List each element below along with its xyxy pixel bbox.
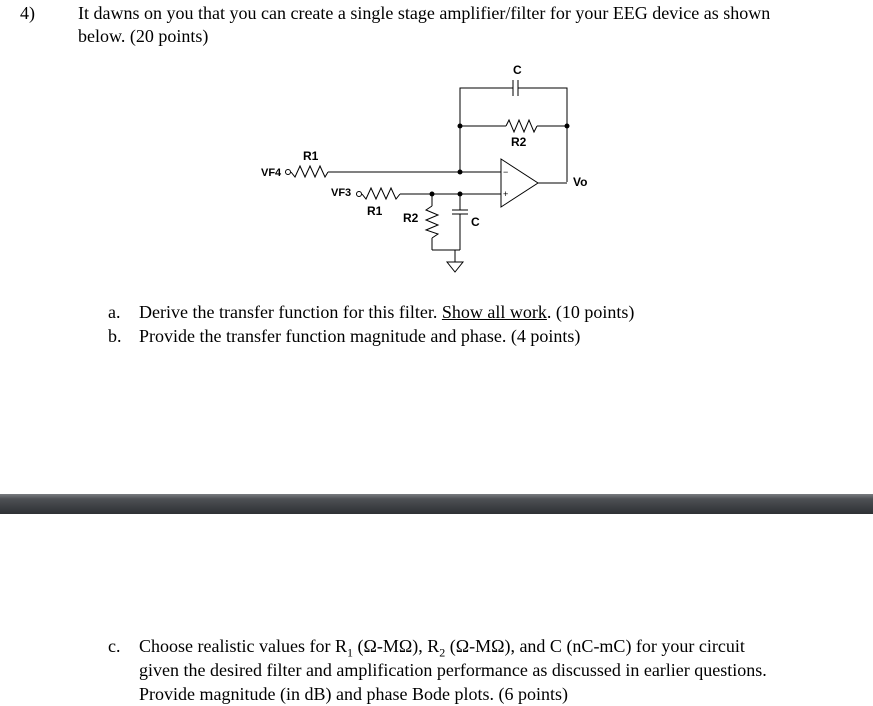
feedback-cap-right-wire — [518, 88, 567, 126]
junction-dot — [458, 170, 463, 175]
label-r2-top: R2 — [511, 135, 527, 149]
junction-dot — [565, 124, 570, 129]
vf3-terminal — [357, 192, 362, 197]
label-r1-bottom: R1 — [367, 204, 383, 218]
item-c-line1: Choose realistic values for $R_1$ (Ω-MΩ), $R_2$ (Ω-MΩ), and C (nC-mC) for your circuit — [139, 636, 745, 660]
question-number: 4) — [20, 3, 35, 23]
label-vf3: VF3 — [331, 187, 352, 199]
svg-text:+: + — [503, 189, 509, 199]
item-b-label: b. — [108, 326, 122, 346]
label-r2-bottom: R2 — [403, 211, 419, 225]
show-all-work-emphasis: Show all work — [441, 302, 547, 322]
label-c-top: C — [513, 63, 522, 77]
junction-dot — [430, 192, 435, 197]
page-divider — [0, 494, 873, 514]
label-r1-top: R1 — [303, 149, 319, 163]
junction-dot — [458, 124, 463, 129]
question-text-line2: below. (20 points) — [78, 26, 209, 46]
vf4-terminal — [286, 170, 291, 175]
item-a-text: Derive the transfer function for this filter. Show all work. (10 points) — [139, 302, 635, 322]
shunt-resistor-r2 — [426, 206, 438, 238]
item-b — [108, 324, 828, 348]
circuit-diagram — [0, 0, 873, 300]
item-a-label: a. — [108, 302, 121, 322]
feedback-resistor-r2 — [506, 120, 537, 132]
label-vo: Vo — [573, 175, 588, 189]
junction-dot — [458, 192, 463, 197]
item-c — [108, 634, 848, 706]
item-a — [108, 300, 828, 324]
input-resistor-r1-top — [291, 166, 328, 177]
question-text-line1: It dawns on you that you can create a single stage amplifier/filter for your EEG device as shown — [78, 3, 771, 23]
ground-symbol — [447, 262, 463, 272]
item-c-text — [139, 634, 844, 706]
item-c-line3: Provide magnitude (in dB) and phase Bode plots. (6 points) — [139, 684, 568, 704]
label-vf4: VF4 — [261, 167, 282, 179]
item-b-text: Provide the transfer function magnitude and phase. (4 points) — [139, 326, 581, 346]
feedback-cap-left-wire — [460, 88, 513, 172]
label-c-bottom: C — [471, 215, 480, 229]
item-c-label: c. — [108, 636, 121, 656]
svg-text:−: − — [503, 167, 509, 177]
item-c-line2: given the desired filter and amplification performance as discussed in earlier questions. — [139, 660, 767, 680]
input-resistor-r1-bottom — [362, 188, 400, 199]
